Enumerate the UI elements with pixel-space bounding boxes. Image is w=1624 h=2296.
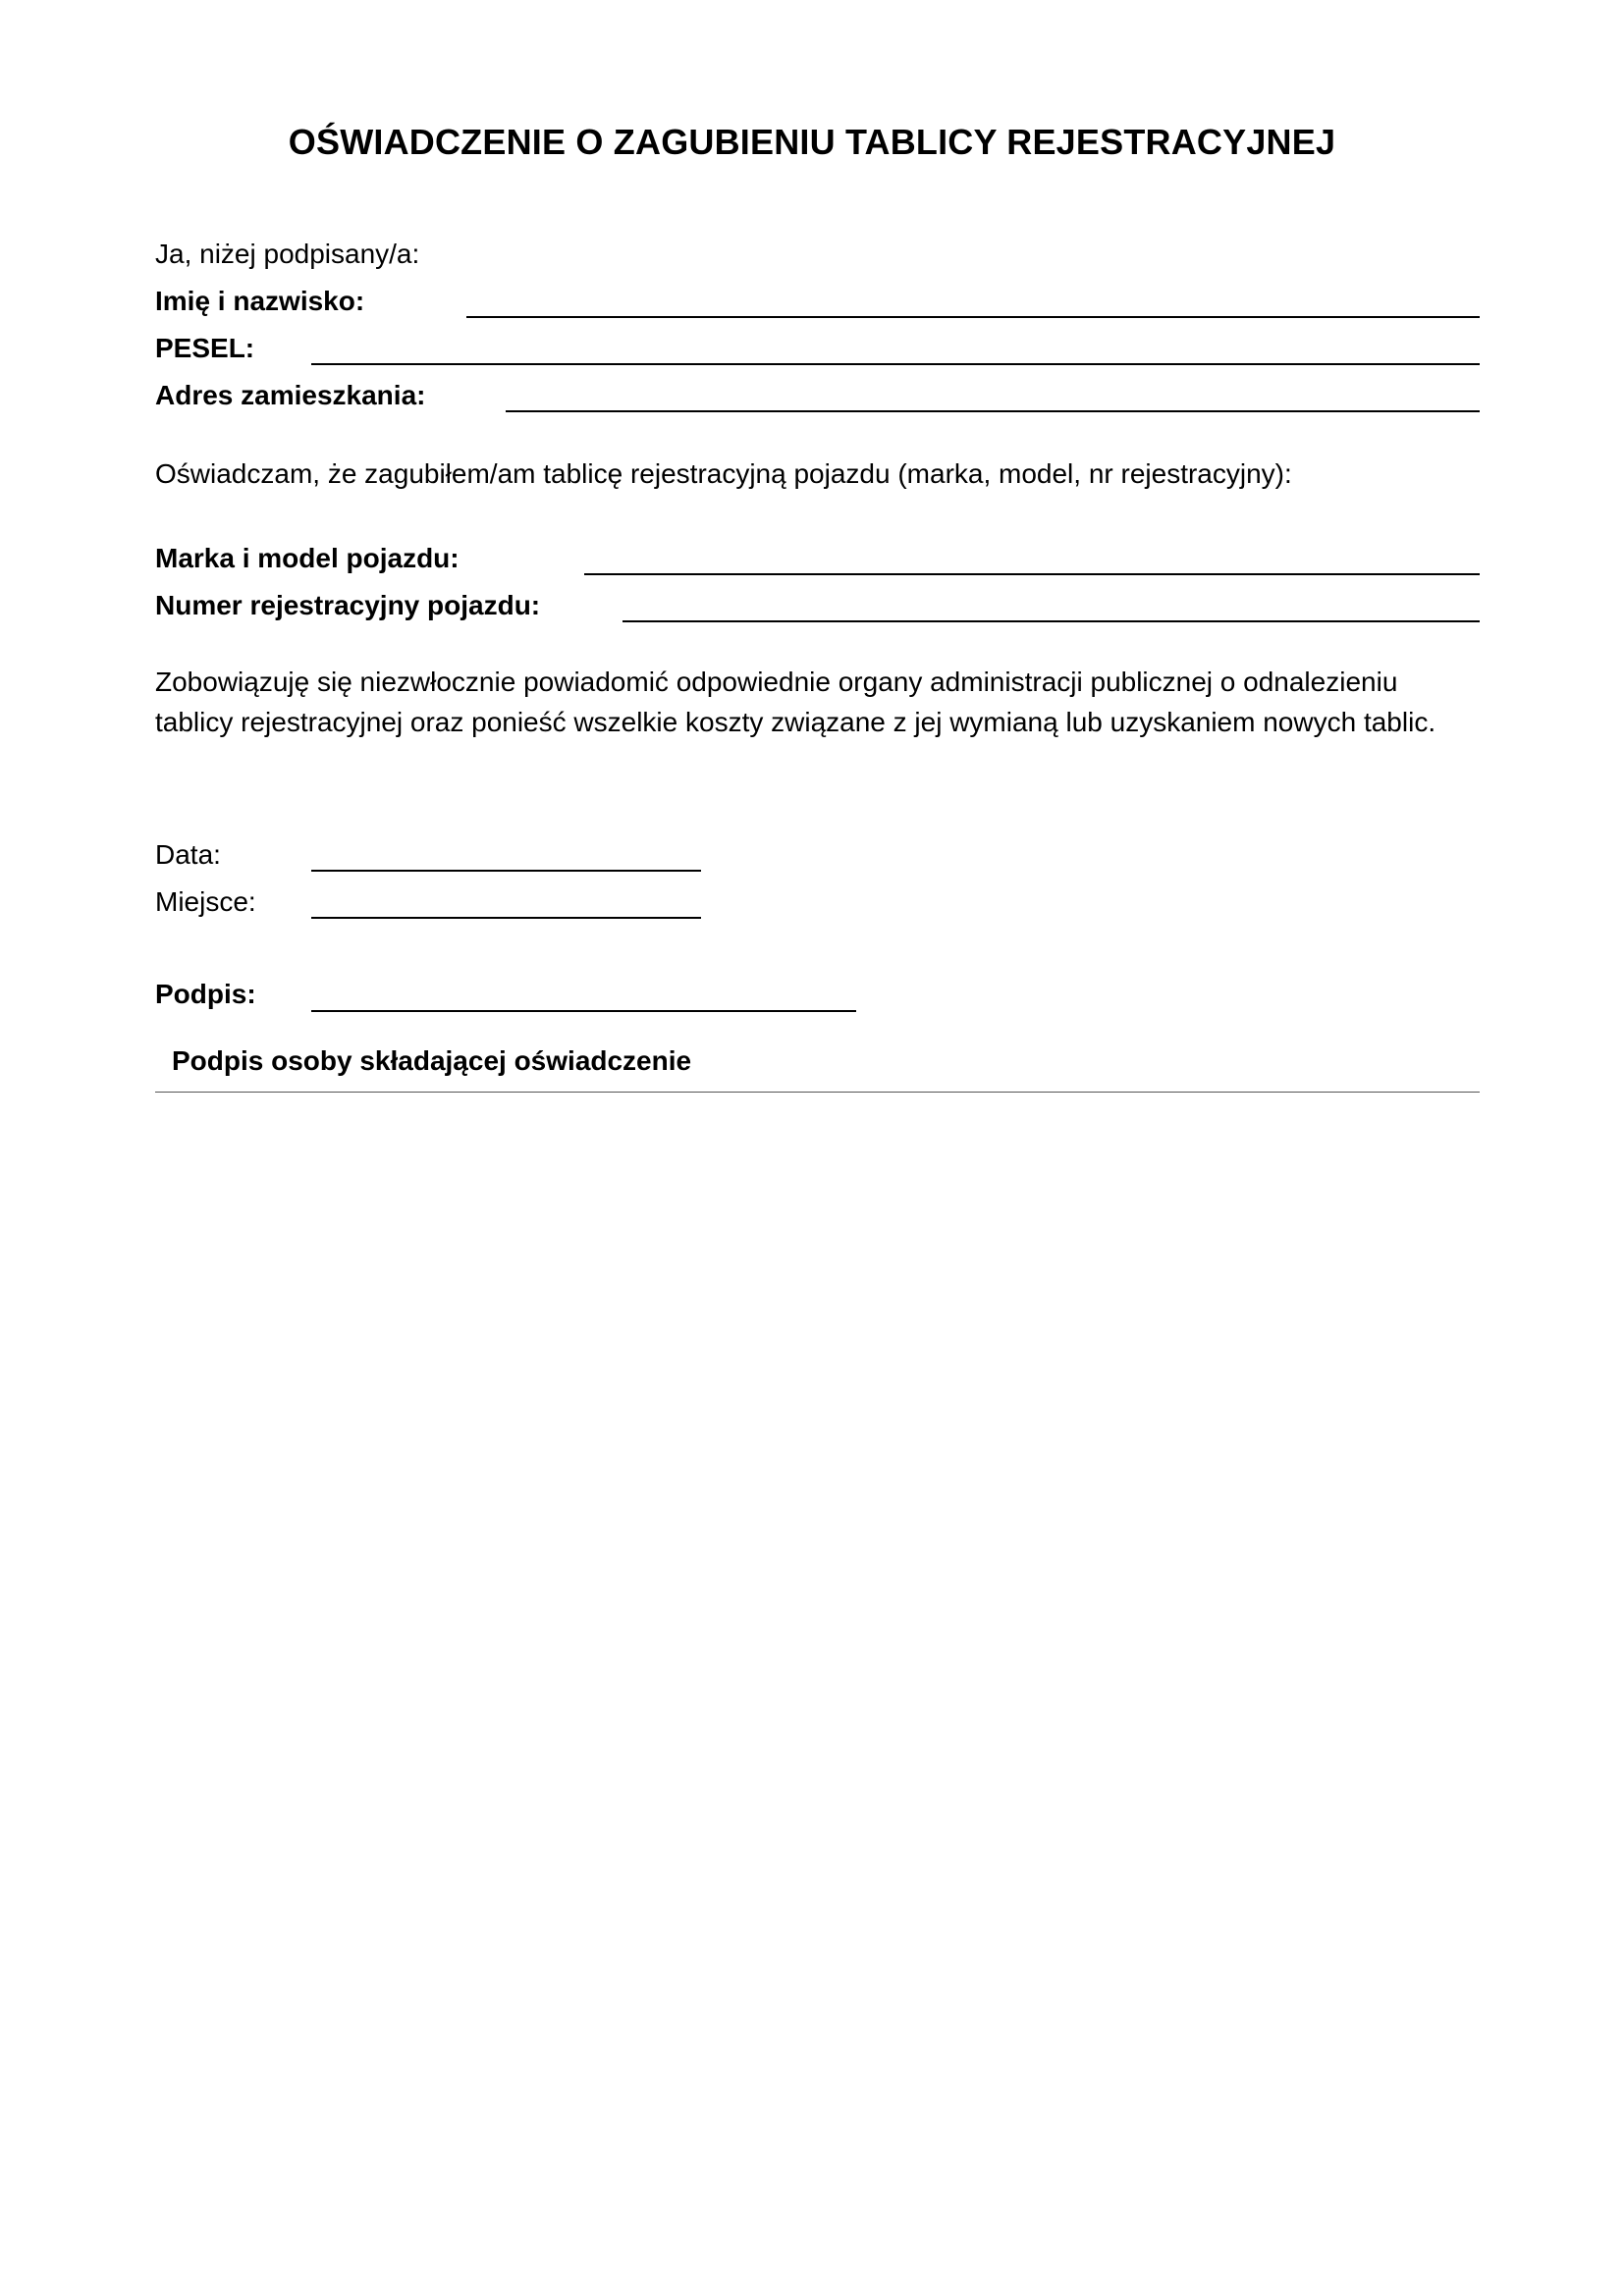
- name-label: Imię i nazwisko:: [155, 286, 365, 316]
- signature-divider: [155, 1092, 1480, 1093]
- make-model-field-line[interactable]: [584, 573, 1480, 575]
- date-label: Data:: [155, 839, 221, 870]
- date-field-line[interactable]: [311, 870, 701, 872]
- registration-label: Numer rejestracyjny pojazdu:: [155, 590, 541, 620]
- signature-caption: Podpis osoby składającej oświadczenie: [172, 1045, 692, 1076]
- obligation-paragraph: [155, 662, 1490, 742]
- place-label: Miejsce:: [155, 886, 256, 917]
- place-field-line[interactable]: [311, 917, 701, 919]
- obligation-line-2: tablicy rejestracyjnej oraz ponieść wszelkie koszty związane z jej wymianą lub uzyskaniem nowych tablic.: [155, 707, 1436, 737]
- document-title: OŚWIADCZENIE O ZAGUBIENIU TABLICY REJESTRACYJNEJ: [288, 122, 1336, 162]
- intro-text: Ja, niżej podpisany/a:: [155, 239, 420, 269]
- statement-text: Oświadczam, że zagubiłem/am tablicę rejestracyjną pojazdu (marka, model, nr rejestracyjny):: [155, 458, 1292, 489]
- obligation-line-1: Zobowiązuję się niezwłocznie powiadomić odpowiednie organy administracji publicznej o odnalezieniu: [155, 667, 1398, 697]
- signature-label: Podpis:: [155, 979, 256, 1009]
- address-field-line[interactable]: [506, 410, 1480, 412]
- pesel-label: PESEL:: [155, 333, 255, 363]
- make-model-label: Marka i model pojazdu:: [155, 543, 460, 573]
- signature-field-line[interactable]: [311, 1010, 856, 1012]
- address-label: Adres zamieszkania:: [155, 380, 426, 410]
- registration-field-line[interactable]: [623, 620, 1480, 622]
- name-field-line[interactable]: [466, 316, 1480, 318]
- pesel-field-line[interactable]: [311, 363, 1480, 365]
